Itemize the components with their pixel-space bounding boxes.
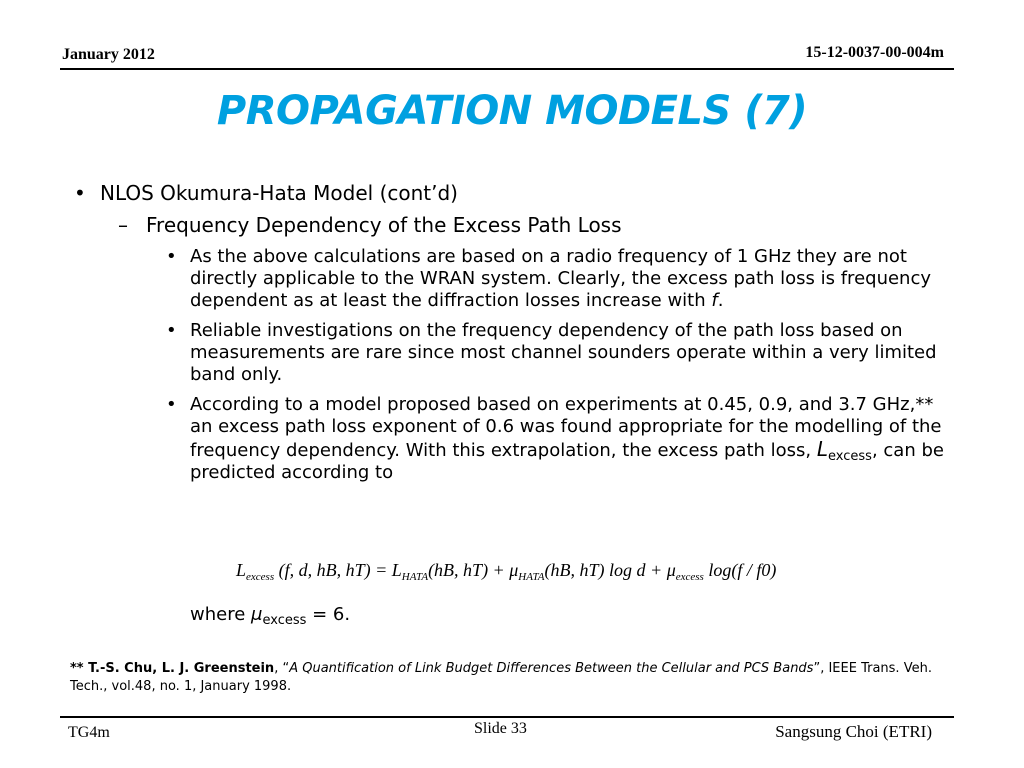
where-suffix: = 6. xyxy=(306,604,351,625)
where-mu: μ xyxy=(251,604,263,625)
formula-term3-args: log(f / f0) xyxy=(703,560,777,580)
p1-text: As the above calculations are based on a radio frequency of 1 GHz they are not directly applicable to the WRAN system. Clearly, the excess path loss is frequency dependent as at least the diffraction losses increase with xyxy=(190,246,932,311)
where-prefix: where xyxy=(190,604,252,625)
footnote-sep: , “ xyxy=(274,661,290,676)
bullet1-text: NLOS Okumura-Hata Model (cont’d) xyxy=(100,181,458,205)
slide-body xyxy=(74,180,964,484)
p1-end: . xyxy=(717,290,724,311)
slide-title: PROPAGATION MODELS (7) xyxy=(216,88,808,134)
formula-term3-sub: excess xyxy=(675,571,704,583)
footnote xyxy=(70,660,960,696)
formula-term2-args: (hB, hT) log d + xyxy=(544,560,667,580)
footnote-authors: ** T.-S. Chu, L. J. Greenstein xyxy=(70,661,275,676)
formula-term2: μ xyxy=(509,560,519,580)
footnote-rest: ”, IEEE Trans. Veh. Tech., vol.48, no. 1, January 1998. xyxy=(70,661,932,694)
formula-term1: L xyxy=(391,560,402,580)
bullet-dot-icon: • xyxy=(166,394,177,415)
slide-number: Slide 33 xyxy=(474,720,527,737)
bullet1-1-text: Frequency Dependency of the Excess Path Loss xyxy=(146,213,622,237)
p3-sub: excess xyxy=(828,449,872,464)
formula-lhs: L xyxy=(236,560,247,580)
p3-text: According to a model proposed based on experiments at 0.45, 0.9, and 3.7 GHz,** an excess path loss exponent of 0.6 was found appropriate for the modelling of the frequency dependency. With this extrapolation, the excess path loss, xyxy=(190,394,942,461)
bullet-level3-2 xyxy=(74,320,964,386)
bullet-dot-icon: • xyxy=(74,181,86,205)
header-date: January 2012 xyxy=(62,46,155,63)
formula-term1-args: (hB, hT) + xyxy=(428,560,510,580)
p1-f: f xyxy=(711,290,718,311)
where-clause xyxy=(190,604,351,628)
bullet-level2 xyxy=(74,212,964,238)
path-loss-formula xyxy=(236,560,776,581)
footer-author: Sangsung Choi (ETRI) xyxy=(775,722,932,741)
formula-term3: μ xyxy=(666,560,676,580)
bullet-dot-icon: • xyxy=(166,320,177,341)
formula-lhs-sub: excess xyxy=(246,571,275,583)
formula-lhs-args: (f, d, hB, hT) = xyxy=(278,560,392,580)
footer-group: TG4m xyxy=(68,724,110,741)
dash-icon: – xyxy=(118,213,128,237)
where-sub: excess xyxy=(262,613,307,628)
bullet-level3-1 xyxy=(74,246,964,312)
header-divider xyxy=(60,68,954,70)
p3-end: , can be predicted according to xyxy=(190,440,944,483)
bullet-level1 xyxy=(74,180,964,206)
footnote-title: A Quantification of Link Budget Differences Between the Cellular and PCS Bands xyxy=(289,661,814,676)
formula-term2-sub: HATA xyxy=(518,571,545,583)
header-doc-id: 15-12-0037-00-004m xyxy=(805,44,944,61)
p2-text: Reliable investigations on the frequency dependency of the path loss based on measurements are rare since most channel sounders operate within a very limited band only. xyxy=(190,320,937,385)
p3-L: L xyxy=(816,437,829,461)
formula-term1-sub: HATA xyxy=(401,571,429,583)
bullet-level3-3 xyxy=(74,394,964,484)
bullet-dot-icon: • xyxy=(166,246,177,267)
footer-divider xyxy=(60,716,954,718)
